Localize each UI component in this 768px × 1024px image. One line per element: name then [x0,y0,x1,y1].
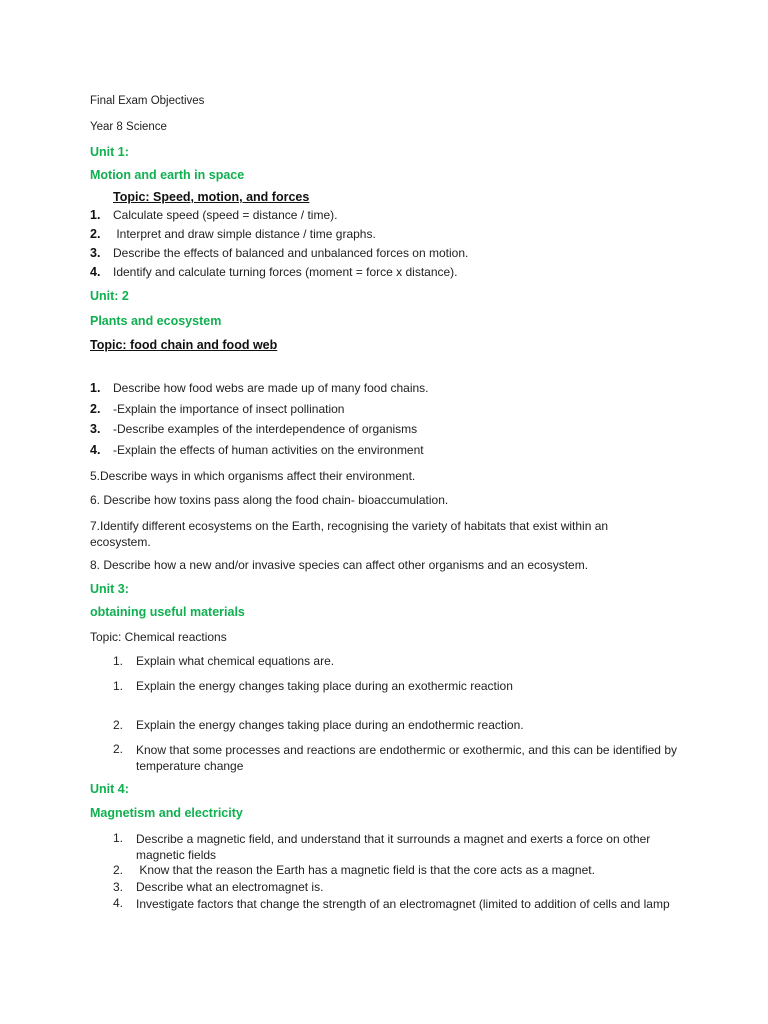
list-item: Calculate speed (speed = distance / time). [113,208,338,222]
unit2-objective-6: 6. Describe how toxins pass along the food chain- bioaccumulation. [90,493,449,507]
unit4-title: Magnetism and electricity [90,806,243,820]
list-item: -Explain the effects of human activities on the environment [113,443,424,457]
list-item-number: 2. [90,227,101,241]
unit2-heading: Unit: 2 [90,289,129,303]
unit2-objective-5: 5.Describe ways in which organisms affect their environment. [90,469,416,483]
list-item-number: 2. [113,742,124,756]
unit3-topic: Topic: Chemical reactions [90,630,227,644]
list-item-number: 2. [90,402,101,416]
unit2-objective-8: 8. Describe how a new and/or invasive species can affect other organisms and an ecosystem. [90,558,589,572]
unit1-topic: Topic: Speed, motion, and forces [113,190,310,204]
list-item-number: 3. [90,246,101,260]
unit3-heading: Unit 3: [90,582,129,596]
list-item: Know that the reason the Earth has a magnetic field is that the core acts as a magnet. [136,863,595,877]
list-item: Interpret and draw simple distance / time graphs. [113,227,376,241]
unit2-objective-7: 7.Identify different ecosystems on the Earth, recognising the variety of habitats that exist within an ecosystem. [90,519,609,549]
list-item-number: 4. [90,443,101,457]
document-title: Final Exam Objectives [90,95,205,107]
list-item-number: 4. [90,265,101,279]
list-item: Describe what an electromagnet is. [136,880,324,894]
list-item: Investigate factors that change the strength of an electromagnet (limited to addition of cells and lamp [136,897,670,911]
list-item: Explain the energy changes taking place during an exothermic reaction [136,679,513,693]
unit1-heading: Unit 1: [90,145,129,159]
list-item-number: 1. [113,679,124,693]
list-item-number: 3. [90,422,101,436]
unit4-heading: Unit 4: [90,782,129,796]
list-item: Explain what chemical equations are. [136,654,335,668]
unit3-title: obtaining useful materials [90,605,245,619]
list-item: -Explain the importance of insect pollination [113,402,345,416]
unit2-topic: Topic: food chain and food web [90,338,278,352]
list-item-number: 4. [113,896,124,910]
list-item: Describe how food webs are made up of many food chains. [113,381,429,395]
list-item-number: 3. [113,880,124,894]
unit1-title: Motion and earth in space [90,168,245,182]
list-item: Identify and calculate turning forces (moment = force x distance). [113,265,458,279]
list-item-number: 1. [113,654,124,668]
list-item-number: 1. [90,208,101,222]
list-item: Know that some processes and reactions are endothermic or exothermic, and this can be identified by temperature change [136,743,677,773]
list-item-number: 2. [113,863,124,877]
list-item-number: 1. [90,381,101,395]
unit2-title: Plants and ecosystem [90,314,222,328]
list-item: Explain the energy changes taking place during an endothermic reaction. [136,718,524,732]
document-subtitle: Year 8 Science [90,121,167,133]
list-item: -Describe examples of the interdependence of organisms [113,422,418,436]
list-item-number: 2. [113,718,124,732]
list-item: Describe a magnetic field, and understand that it surrounds a magnet and exerts a force on other magnetic fields [136,832,651,862]
list-item-number: 1. [113,831,124,845]
list-item: Describe the effects of balanced and unbalanced forces on motion. [113,246,469,260]
